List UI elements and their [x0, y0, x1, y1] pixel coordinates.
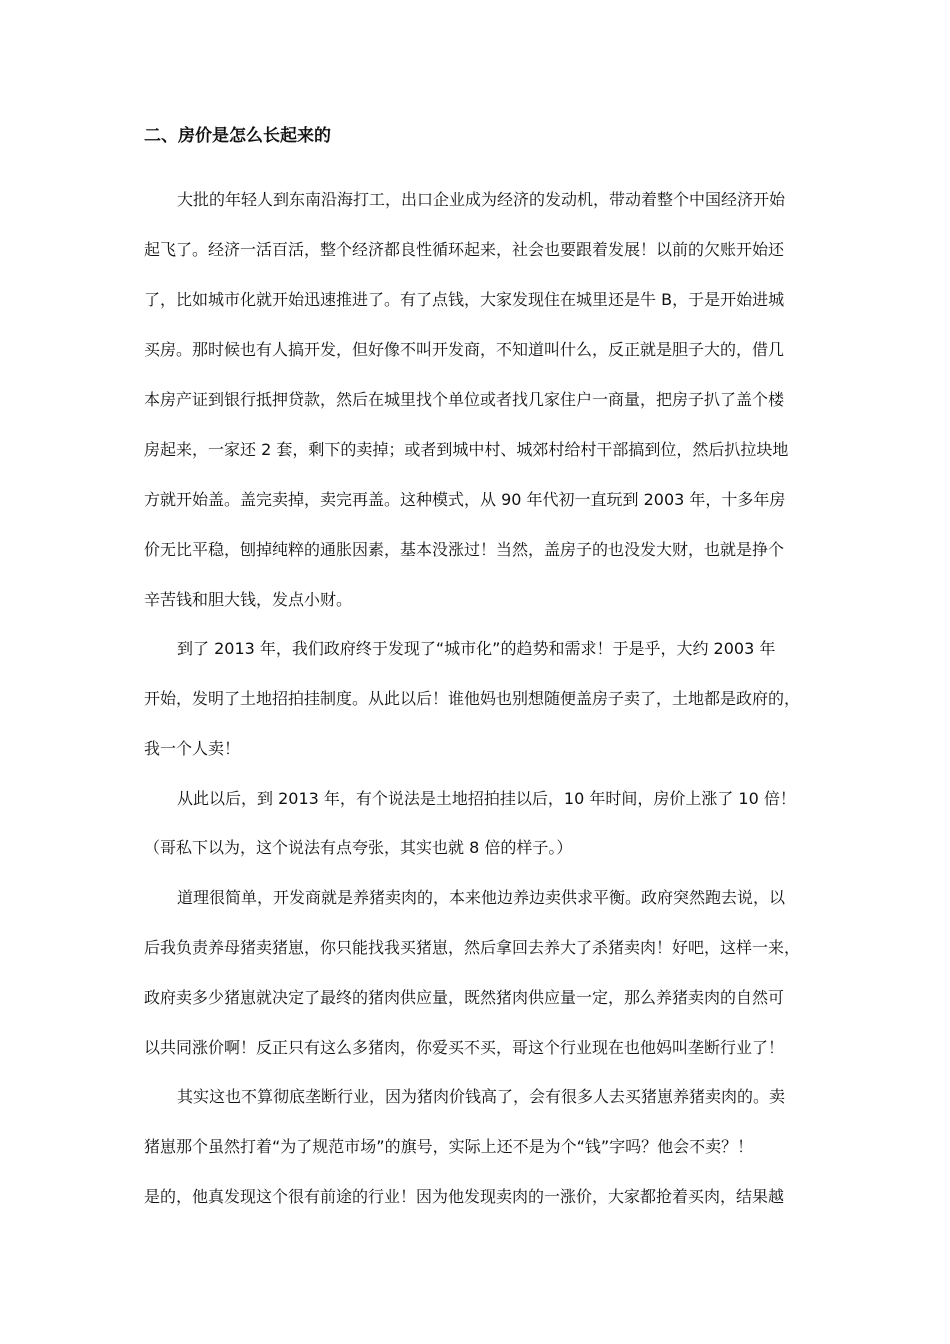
text-line: 本房产证到银行抵押贷款，然后在城里找个单位或者找几家住户一商量，把房子扒了盖个楼	[144, 390, 785, 409]
text-line: 到了 2013 年，我们政府终于发现了“城市化”的趋势和需求！于是乎，大约 2003 年	[177, 639, 776, 658]
text-line: 政府卖多少猪崽就决定了最终的猪肉供应量，既然猪肉供应量一定，那么养猪卖肉的自然可	[144, 988, 785, 1007]
text-line: 起飞了。经济一活百活，整个经济都良性循环起来，社会也要跟着发展！以前的欠账开始还	[144, 240, 785, 259]
text-line: （哥私下以为，这个说法有点夸张，其实也就 8 倍的样子。）	[144, 838, 573, 857]
text-line: 价无比平稳，刨掉纯粹的通胀因素，基本没涨过！当然，盖房子的也没发大财，也就是挣个	[144, 540, 785, 559]
text-line: 大批的年轻人到东南沿海打工，出口企业成为经济的发动机，带动着整个中国经济开始	[177, 190, 786, 209]
text-line: 买房。那时候也有人搞开发，但好像不叫开发商，不知道叫什么，反正就是胆子大的，借几	[144, 340, 785, 359]
text-line: 辛苦钱和胆大钱，发点小财。	[144, 590, 353, 609]
text-line: 方就开始盖。盖完卖掉，卖完再盖。这种模式，从 90 年代初一直玩到 2003 年，十多年房	[144, 490, 786, 509]
text-line: 开始，发明了土地招拍挂制度。从此以后！谁他妈也别想随便盖房子卖了，土地都是政府的，	[144, 689, 801, 708]
text-line: 房起来，一家还 2 套，剩下的卖掉；或者到城中村、城郊村给村干部搞到位，然后扒拉块地	[144, 440, 789, 459]
text-line: 以共同涨价啊！反正只有这么多猪肉，你爱买不买，哥这个行业现在也他妈叫垄断行业了！	[144, 1038, 785, 1057]
text-line: 我一个人卖！	[144, 739, 241, 758]
text-line: 从此以后，到 2013 年，有个说法是土地招拍挂以后，10 年时间，房价上涨了 10 倍！	[177, 789, 796, 808]
text-line: 后我负责养母猪卖猪崽，你只能找我买猪崽，然后拿回去养大了杀猪卖肉！好吧，这样一来，	[144, 938, 801, 957]
text-line: 是的，他真发现这个很有前途的行业！因为他发现卖肉的一涨价，大家都抢着买肉，结果越	[144, 1187, 785, 1206]
text-line: 其实这也不算彻底垄断行业，因为猪肉价钱高了，会有很多人去买猪崽养猪卖肉的。卖	[177, 1087, 786, 1106]
text-line: 了，比如城市化就开始迅速推进了。有了点钱，大家发现住在城里还是牛 B，于是开始进城	[144, 290, 785, 309]
text-line: 道理很简单，开发商就是养猪卖肉的，本来他边养边卖供求平衡。政府突然跑去说，以	[177, 888, 786, 907]
section-heading: 二、房价是怎么长起来的	[144, 126, 331, 146]
text-line: 猪崽那个虽然打着“为了规范市场”的旗号，实际上还不是为个“钱”字吗？他会不卖？！	[144, 1137, 754, 1156]
